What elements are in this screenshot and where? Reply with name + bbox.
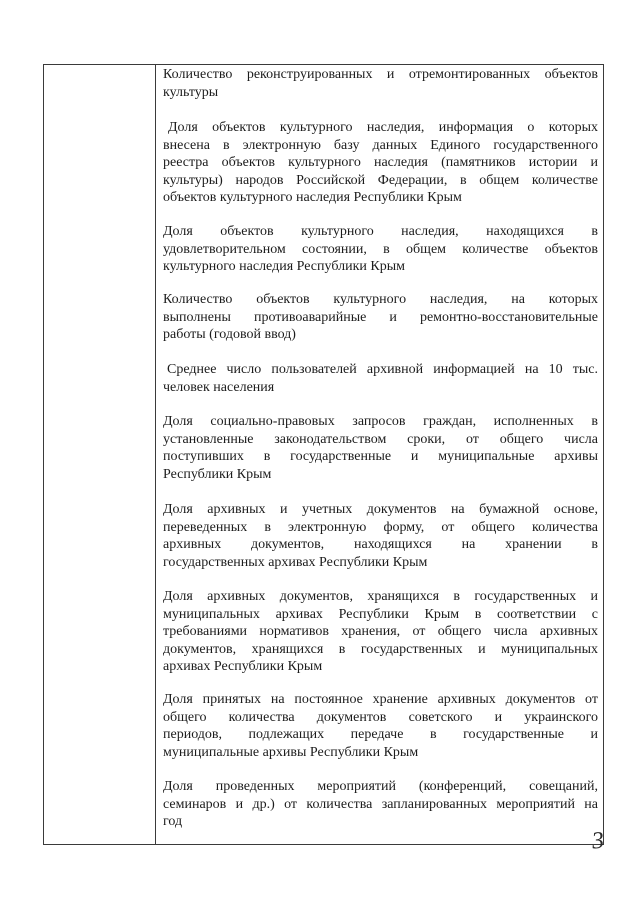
paragraph-line: год bbox=[163, 814, 183, 830]
paragraph-line: документов, хранящихся в государственных и муниципальных bbox=[163, 641, 598, 657]
paragraph-line: культурного наследия Республики Крым bbox=[163, 259, 405, 275]
paragraph-line: Доля социально-правовых запросов граждан, исполненных в bbox=[163, 414, 598, 429]
paragraph-line: внесена в электронную базу данных Единого государственного bbox=[163, 137, 598, 153]
indicator-paragraph bbox=[163, 223, 598, 276]
paragraph-line: переведенных в электронную форму, от общего количества bbox=[163, 519, 598, 535]
indicator-paragraph bbox=[163, 413, 598, 483]
paragraph-line: удовлетворительном состоянии, в общем количестве объектов bbox=[163, 241, 598, 257]
paragraph-line: работы (годовой ввод) bbox=[163, 327, 296, 343]
paragraph-line: Доля принятых на постоянное хранение архивных документов от bbox=[163, 692, 598, 707]
paragraph-line: объектов культурного наследия Республики Крым bbox=[163, 190, 462, 206]
paragraph-line: общего количества документов советского и украинского bbox=[163, 709, 598, 725]
paragraph-line: Доля проведенных мероприятий (конференций, совещаний, bbox=[163, 779, 598, 794]
indicator-paragraph bbox=[163, 66, 598, 101]
indicator-paragraph bbox=[163, 588, 598, 676]
paragraph-line: реестра объектов культурного наследия (памятников истории и bbox=[163, 155, 598, 171]
paragraph-line: муниципальные архивы Республики Крым bbox=[163, 744, 419, 760]
indicator-paragraph bbox=[163, 691, 598, 761]
table-left-cell bbox=[44, 65, 156, 844]
paragraph-line: человек населения bbox=[163, 379, 275, 395]
indicator-paragraph bbox=[163, 778, 598, 831]
paragraph-line: государственных архивах Республики Крым bbox=[163, 554, 428, 570]
indicator-paragraph bbox=[163, 291, 598, 344]
paragraph-line: культуры bbox=[163, 84, 219, 100]
paragraph-line: Количество реконструированных и отремонтированных объектов bbox=[163, 67, 598, 82]
paragraph-line: поступивших в государственные и муниципальные архивы bbox=[163, 449, 598, 465]
paragraph-line: периодов, подлежащих передаче в государственные и bbox=[163, 727, 598, 743]
paragraph-line: Доля архивных и учетных документов на бумажной основе, bbox=[163, 502, 598, 517]
paragraph-line: Республики Крым bbox=[163, 466, 272, 482]
indicator-paragraph bbox=[163, 361, 598, 396]
paragraph-line: культуры) народов Российской Федерации, в общем количестве bbox=[163, 172, 598, 188]
page-number: 3 bbox=[590, 827, 606, 855]
indicator-paragraph bbox=[163, 119, 598, 207]
paragraph-line: семинаров и др.) от количества запланированных мероприятий на bbox=[163, 796, 598, 812]
paragraph-line: Среднее число пользователей архивной информацией на 10 тыс. bbox=[167, 362, 598, 377]
paragraph-line: Доля архивных документов, хранящихся в государственных и bbox=[163, 589, 598, 604]
paragraph-line: Количество объектов культурного наследия, на которых bbox=[163, 292, 598, 307]
indicator-paragraph bbox=[163, 501, 598, 571]
paragraph-line: Доля объектов культурного наследия, находящихся в bbox=[163, 224, 598, 239]
paragraph-line: архивах Республики Крым bbox=[163, 659, 323, 675]
paragraph-line: установленные законодательством сроки, от общего числа bbox=[163, 431, 598, 447]
paragraph-line: архивных документов, находящихся на хранении в bbox=[163, 537, 598, 553]
paragraph-line: требованиями нормативов хранения, от общего числа архивных bbox=[163, 624, 598, 640]
paragraph-line: Доля объектов культурного наследия, информация о которых bbox=[168, 120, 598, 135]
paragraph-line: муниципальных архивах Республики Крым в соответствии с bbox=[163, 606, 598, 622]
paragraph-line: выполнены противоаварийные и ремонтно-восстановительные bbox=[163, 309, 598, 325]
